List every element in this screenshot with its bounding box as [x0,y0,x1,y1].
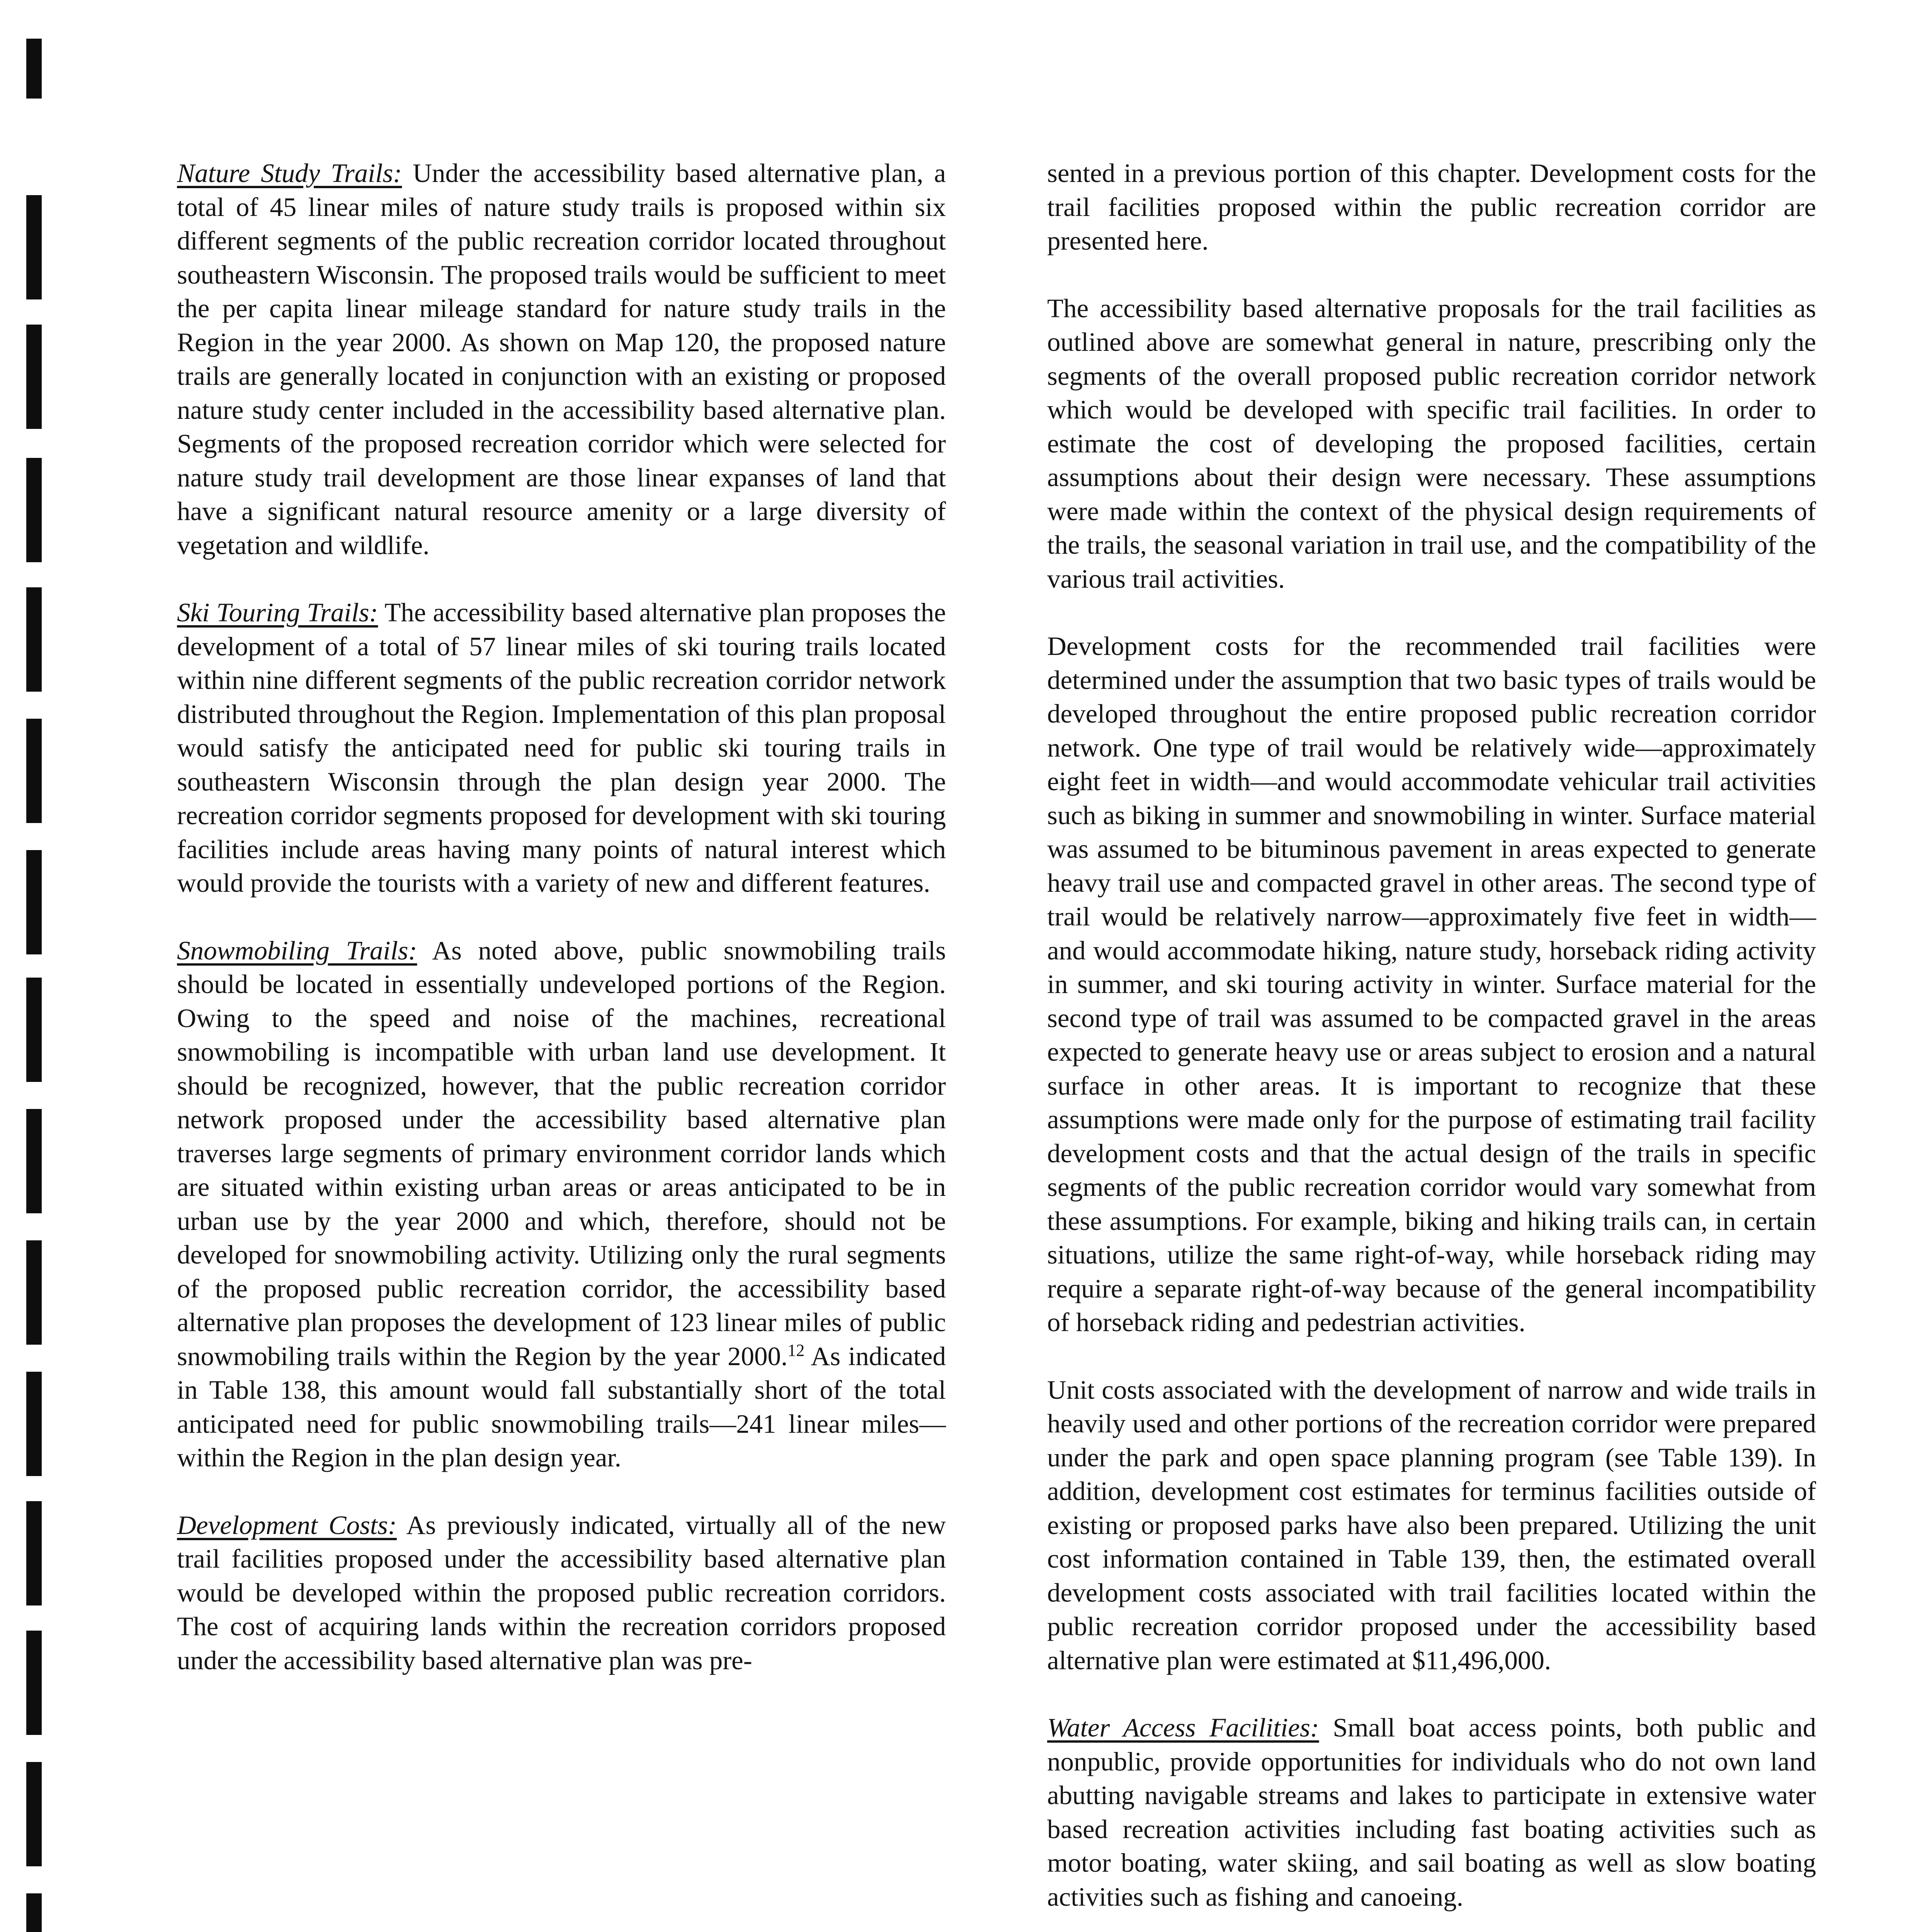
body-development-costs: As previously indicated, virtually all of the new trail facilities proposed under the accessibility based alternative plan would be developed within the proposed public recreation corridors. The cost of acquiring lands within the recreation corridors proposed under the accessibility based alternative plan was pre- [177,1510,946,1675]
paragraph-snowmobiling-trails [177,934,946,1475]
body-nature-study-trails: Under the accessibility based alternative plan, a total of 45 linear miles of nature study trails is proposed within six different segments of the public recreation corridor located throughout southeastern Wisconsin. The proposed trails would be sufficient to meet the per capita linear mileage standard for nature study trails in the Region in the year 2000. As shown on Map 120, the proposed nature trails are generally located in conjunction with an existing or proposed nature study center included in the accessibility based alternative plan. Segments of the proposed recreation corridor which were selected for nature study trail development are those linear expanses of land that have a significant natural resource amenity or a large diversity of vegetation and wildlife. [177,158,946,560]
heading-development-costs: Development Costs: [177,1510,397,1540]
footnote-reference: 12 [787,1340,805,1360]
heading-water-access-facilities: Water Access Facilities: [1047,1713,1319,1742]
paragraph-continuation: sented in a previous portion of this chapter. Development costs for the trail facilities proposed within the public recreation corridor are presented here. [1047,158,1816,255]
binding-mark [26,1109,42,1213]
paragraph-nature-study-trails [177,156,946,562]
paragraph-trail-assumptions: The accessibility based alternative proposals for the trail facilities as outlined above are somewhat general in nature, prescribing only the segments of the overall proposed public recreation corridor network which would be developed with specific trail facilities. In order to estimate the cost of developing the proposed facilities, certain assumptions about their design were necessary. These assumptions were made within the context of the physical design requirements of the trails, the seasonal variation in trail use, and the compatibility of the various trail activities. [1047,293,1816,594]
body-water-access-facilities: Small boat access points, both public and nonpublic, provide opportunities for individuals who do not own land abutting navigable streams and lakes to participate in extensive water based recreation activities including fast boating activities such as motor boating, water skiing, and sail boating as well as slow boating activities such as fishing and canoeing. [1047,1713,1816,1912]
binding-mark [26,1762,42,1866]
paragraph-unit-costs: Unit costs associated with the development of narrow and wide trails in heavily used and other portions of the recreation corridor were prepared under the park and open space planning program (see Table 139). In addition, development cost estimates for terminus facilities outside of existing or proposed parks have also been prepared. Utilizing the unit cost information contained in Table 139, then, the estimated overall development costs associated with trail facilities located within the public recreation corridor proposed under the accessibility based alternative plan were estimated at $11,496,000. [1047,1375,1816,1675]
body-ski-touring-trails: The accessibility based alternative plan proposes the development of a total of 57 linear miles of ski touring trails located within nine different segments of the public recreation corridor network distributed throughout the Region. Implementation of this plan proposal would satisfy the anticipated need for public ski touring trails in southeastern Wisconsin through the plan design year 2000. The recreation corridor segments proposed for development with ski touring facilities include areas having many points of natural interest which would provide the tourists with a variety of new and different features. [177,598,946,898]
binding-mark [26,325,42,429]
binding-mark [26,195,42,299]
binding-mark [26,1631,42,1735]
left-column [177,156,946,1711]
binding-mark [26,587,42,692]
heading-ski-touring-trails: Ski Touring Trails: [177,598,378,627]
binding-mark [26,1372,42,1476]
heading-snowmobiling-trails: Snowmobiling Trails: [177,935,417,965]
paragraph-trail-types: Development costs for the recommended trail facilities were determined under the assumption that two basic types of trails would be developed throughout the entire proposed public recreation corridor network. One type of trail would be relatively wide—approximately eight feet in width—and would accommodate vehicular trail activities such as biking in summer and snowmobiling in winter. Surface material was assumed to be bituminous pavement in areas expected to generate heavy trail use and compacted gravel in other areas. The second type of trail would be relatively narrow—approximately five feet in width—and would accommodate hiking, nature study, horseback riding activity in summer, and ski touring activity in winter. Surface material for the second type of trail was assumed to be compacted gravel in the areas expected to generate heavy use or areas subject to erosion and a natural surface in other areas. It is important to recognize that these assumptions were made only for the purpose of estimating trail facility development costs and that the actual design of the trails in specific segments of the public recreation corridor would vary somewhat from these assumptions. For example, biking and hiking trails can, in certain situations, utilize the same right-of-way, while horseback riding may require a separate right-of-way because of the general incompatibility of horseback riding and pedestrian activities. [1047,631,1816,1337]
paragraph-water-access-facilities [1047,1711,1816,1914]
binding-mark [26,458,42,562]
binding-mark [26,1893,42,1932]
binding-mark [26,850,42,954]
binding-mark [26,1240,42,1345]
binding-mark [26,39,42,99]
binding-marks [26,39,42,1932]
paragraph-development-costs [177,1509,946,1678]
heading-nature-study-trails: Nature Study Trails: [177,158,402,188]
paragraph-ski-touring-trails [177,596,946,900]
binding-mark [26,719,42,823]
right-column [1047,156,1816,1932]
body-snowmobiling-trails-part2: As indicated in Table 138, this amount would fall substantially short of the total anticipated need for public snowmobiling trails—241 linear miles—within the Region in the plan design year. [177,1341,946,1472]
binding-mark [26,978,42,1082]
binding-mark [26,1501,42,1605]
body-snowmobiling-trails-part1: As noted above, public snowmobiling trails should be located in essentially undeveloped portions of the Region. Owing to the speed and noise of the machines, recreational snowmobiling is incompatible with urban land use development. It should be recognized, however, that the public recreation corridor network proposed under the accessibility based alternative plan traverses large segments of primary environment corridor lands which are situated within existing urban areas or areas anticipated to be in urban use by the year 2000 and which, therefore, should not be developed for snowmobiling activity. Utilizing only the rural segments of the proposed public recreation corridor, the accessibility based alternative plan proposes the development of 123 linear miles of public snowmobiling trails within the Region by the year 2000. [177,935,946,1371]
